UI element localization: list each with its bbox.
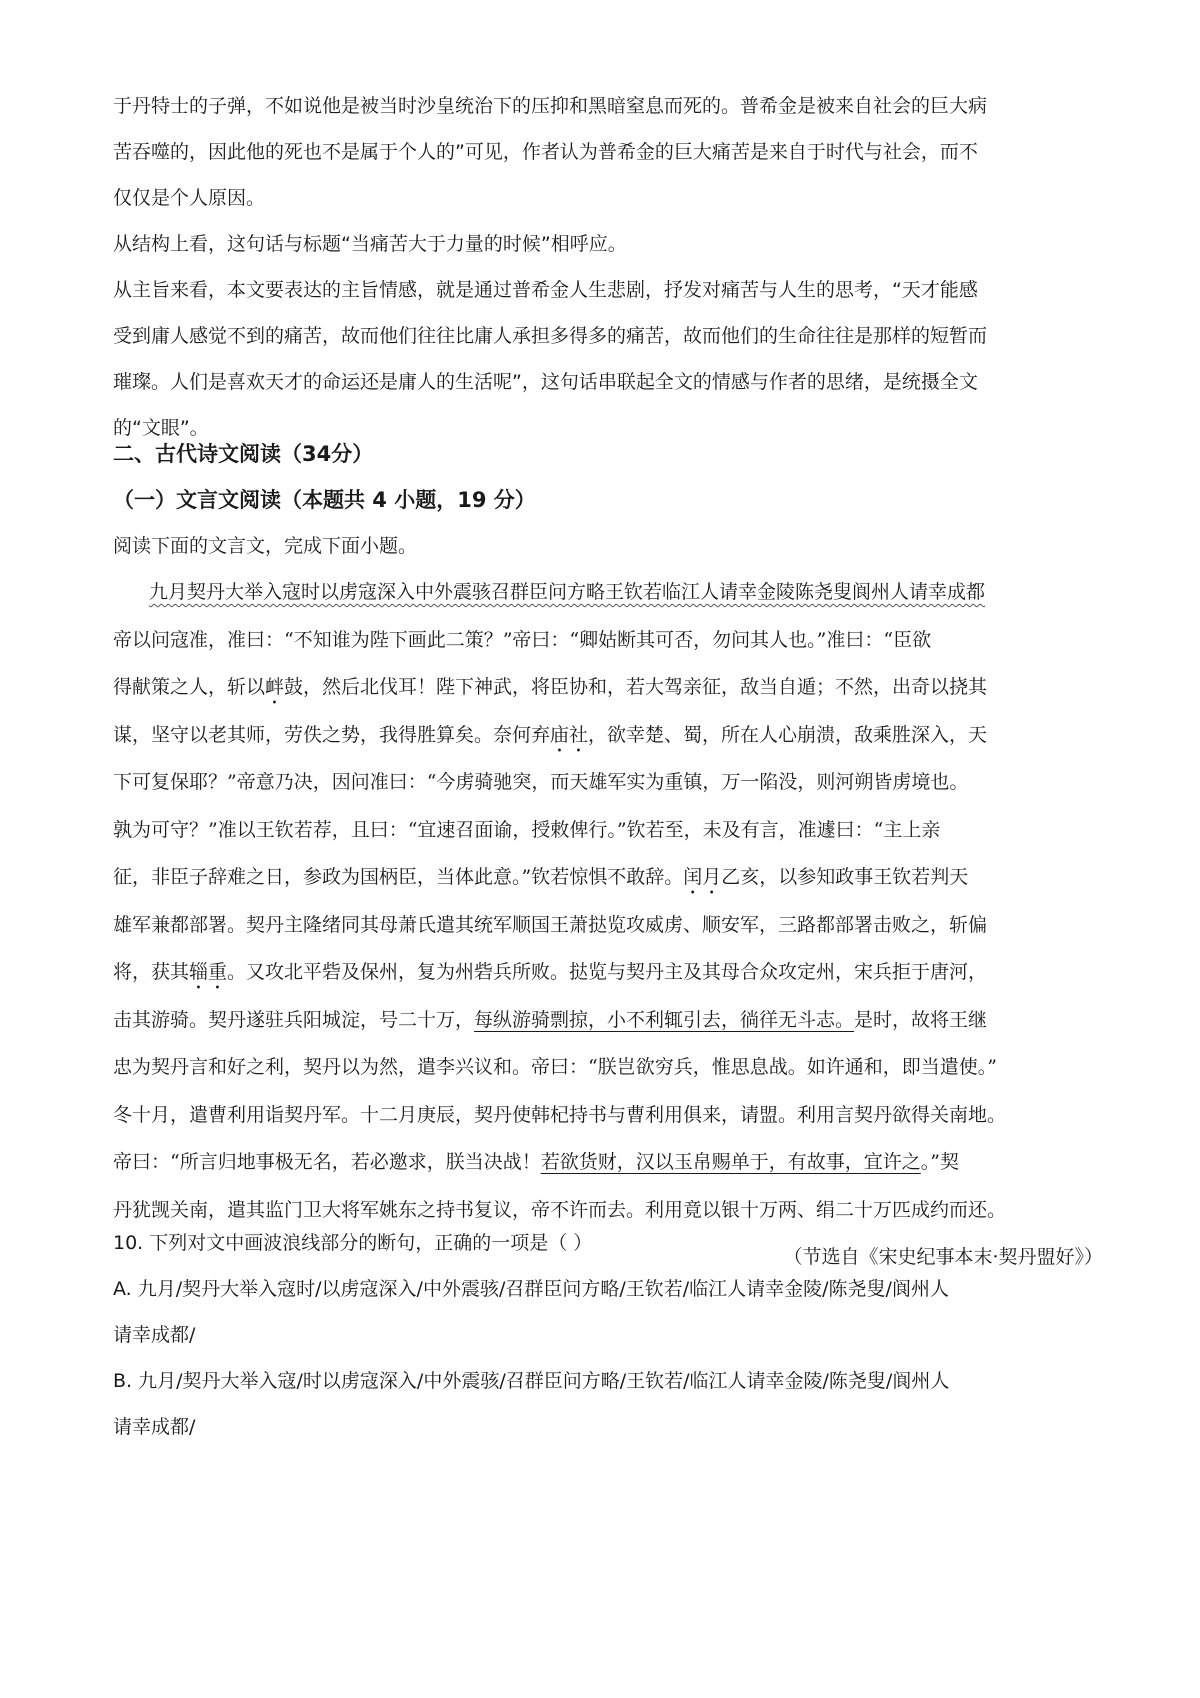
option-b-line-1: B. 九月/契丹大举入寇/时以虏寇深入/中外震骇/召群臣问方略/王钦若/临江人请幸金陵/陈尧叟/阆州人 <box>113 1370 950 1392</box>
text-line: 从主旨来看，本文要表达的主旨情感，就是通过普希金人生悲剧，抒发对痛苦与人生的思考，“天才能感 <box>113 279 978 301</box>
passage-line <box>113 949 1103 997</box>
classical-passage <box>113 569 1103 1282</box>
text-line: 苦吞噬的，因此他的死也不是属于个人的”可见，作者认为普希金的巨大痛苦是来自于时代与社会，而不 <box>113 141 978 163</box>
underlined-sentence: 每纵游骑剽掠，小不利辄引去，徜徉无斗志。 <box>474 1008 855 1031</box>
dotted-word: 闰月 <box>683 866 722 888</box>
subsection-heading: （一）文言文阅读（本题共 4 小题，19 分） <box>113 488 536 512</box>
instruction-text: 阅读下面的文言文，完成下面小题。 <box>113 535 418 557</box>
text-run: ，欲幸楚、蜀，所在人心崩溃，敌乘胜深入，天 <box>588 723 988 746</box>
option-a-line-2: 请幸成都/ <box>113 1324 196 1346</box>
passage-line: 雄军兼都部署。契丹主隆绪同其母萧氏遣其统军顺国王萧挞览攻威虏、顺安军，三路都部署击败之，斩偏 <box>113 913 988 936</box>
passage-line: 孰为可守？”准以王钦若荐，且曰：“宜速召面谕，授敕俾行。”钦若至，未及有言，准遽曰：“主上亲 <box>113 818 941 841</box>
question-stem: 10. 下列对文中画波浪线部分的断句，正确的一项是（ ） <box>113 1232 593 1254</box>
section-heading: 二、古代诗文阅读（34分） <box>113 442 374 466</box>
text-run: 帝曰：“所言归地事极无名，若必邀求，朕当决战！ <box>113 1151 541 1173</box>
analysis-paragraph-1 <box>113 83 1103 221</box>
text-line: 从结构上看，这句话与标题“当痛苦大于力量的时候”相呼应。 <box>113 233 627 255</box>
text-line: 于丹特士的子弹，不如说他是被当时沙皇统治下的压抑和黑暗窒息而死的。普希金是被来自社会的巨大病 <box>113 95 988 117</box>
text-run: 。”契 <box>920 1151 959 1173</box>
passage-source: （节选自《宋史纪事本末·契丹盟好》） <box>783 1246 1103 1268</box>
analysis-paragraph-2 <box>113 221 1103 267</box>
passage-line-1 <box>113 569 1103 617</box>
wavy-underlined-text: 九月契丹大举入寇时以虏寇深入中外震骇召群臣问方略王钦若临江人请幸金陵陈尧叟阆州人请幸成都 <box>149 581 986 603</box>
passage-line: 帝以问寇准，准曰：“不知谁为陛下画此二策？”帝曰：“卿姑断其可否，勿问其人也。”准曰：“臣欲 <box>113 628 932 651</box>
text-line: 仅仅是个人原因。 <box>113 187 266 209</box>
dotted-word: 衅 <box>265 676 285 698</box>
text-line: 受到庸人感觉不到的痛苦，故而他们往往比庸人承担多得多的痛苦，故而他们的生命往往是那样的短暂而 <box>113 325 988 347</box>
dotted-word: 辎重 <box>189 961 228 983</box>
text-run: 将，获其 <box>113 961 190 983</box>
text-run: 是时，故将王继 <box>854 1008 988 1031</box>
passage-line: 忠为契丹言和好之利，契丹以为然，遣李兴议和。帝曰：“朕岂欲穷兵，惟思息战。如许通和，即当遣使。” <box>113 1056 997 1078</box>
text-run: 得献策之人，斩以 <box>113 676 266 698</box>
text-run: 鼓，然后北伐耳！陛下神武，将臣协和，若大驾亲征，敌当自遁；不然，出奇以挠其 <box>284 676 988 698</box>
text-run: 征，非臣子辞难之日，参政为国柄臣，当体此意。”钦若惊惧不敢辞。 <box>113 866 684 888</box>
text-line: 璀璨。人们是喜欢天才的命运还是庸人的生活呢”，这句话串联起全文的情感与作者的思绪，是统摄全文 <box>113 371 978 393</box>
option-a-line-1: A. 九月/契丹大举入寇时/以虏寇深入/中外震骇/召群臣问方略/王钦若/临江人请幸金陵/陈尧叟/阆州人 <box>113 1278 949 1300</box>
dotted-word: 庙社 <box>550 723 589 746</box>
text-line: 的“文眼”。 <box>113 417 209 439</box>
text-run: 。又攻北平砦及保州，复为州砦兵所败。挞览与契丹主及其母合众攻定州，宋兵拒于唐河， <box>227 961 988 983</box>
passage-line <box>113 997 1103 1045</box>
passage-line <box>113 664 1103 712</box>
underlined-sentence: 若欲货财，汉以玉帛赐单于，有故事，宜许之 <box>540 1151 921 1173</box>
text-run: 击其游骑。契丹遂驻兵阳城淀，号二十万， <box>113 1008 475 1031</box>
question-10 <box>113 1220 1103 1450</box>
passage-line: 丹犹觊关南，遣其监门卫大将军姚东之持书复议，帝不许而去。利用竟以银十万两、绢二十万匹成约而还。 <box>113 1198 1007 1221</box>
passage-line <box>113 712 1103 760</box>
passage-line: 冬十月，遣曹利用诣契丹军。十二月庚辰，契丹使韩杞持书与曹利用俱来，请盟。利用言契丹欲得关南地。 <box>113 1103 1007 1126</box>
text-run: 谋，坚守以老其师，劳佚之势，我得胜算矣。奈何弃 <box>113 723 551 746</box>
option-b-line-2: 请幸成都/ <box>113 1416 196 1438</box>
analysis-paragraph-3 <box>113 267 1103 451</box>
passage-line: 下可复保耶？”帝意乃决，因问准曰：“今虏骑驰突，而天雄军实为重镇，万一陷没，则河朔皆虏境也。 <box>113 771 969 793</box>
text-run: 乙亥，以参知政事王钦若判天 <box>721 866 969 888</box>
passage-line <box>113 1139 1103 1187</box>
passage-line <box>113 854 1103 902</box>
